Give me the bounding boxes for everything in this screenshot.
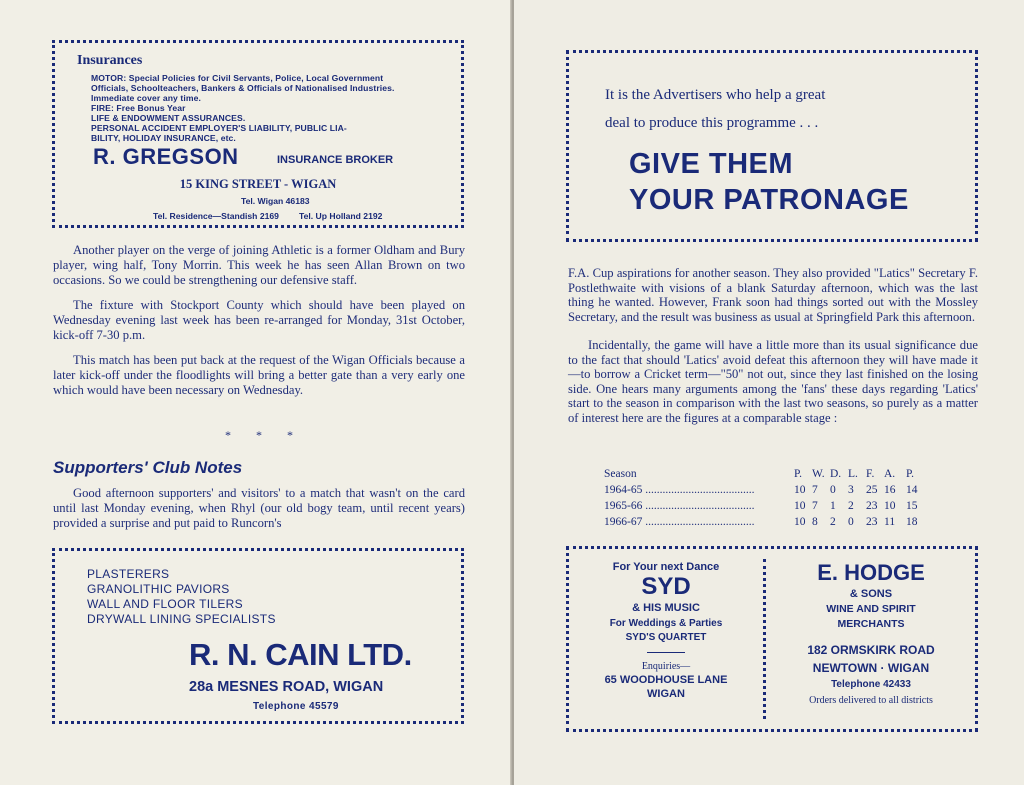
stats-season [604,514,794,530]
stats-header: L. [848,468,858,480]
stats-header: P. [794,468,802,480]
season-label: 1966-67 [604,516,643,528]
stats-cell: 11 [884,516,896,528]
dot-leader: ...................................... [645,484,755,496]
paragraph: The fixture with Stockport County which should have been played on Wednesday evening last week has been re-arranged for Monday, 31st October, kick-off 7-30 p.m. [53,298,465,342]
cain-services [87,567,276,627]
stats-cell: 7 [812,484,818,496]
right-page [514,0,1024,785]
stats-header: P. [906,468,914,480]
syd-quartet: SYD'S QUARTET [625,632,707,643]
insurance-line: Officials, Schoolteachers, Bankers & Officials of Nationalised Industries. [91,83,395,93]
season-label: 1964-65 [604,484,643,496]
insurance-line: PERSONAL ACCIDENT EMPLOYER'S LIABILITY, PUBLIC LIA- [91,123,347,133]
stats-header: Season [604,468,637,480]
stats-row [604,514,974,530]
season-stats-table [604,466,974,530]
patronage-line-2: deal to produce this programme . . . [605,115,819,131]
service-item: WALL AND FLOOR TILERS [87,597,243,611]
tel-upholland: Tel. Up Holland 2192 [299,211,383,221]
stats-cell: 0 [848,516,854,528]
insurance-line: LIFE & ENDOWMENT ASSURANCES. [91,113,246,123]
service-item: DRYWALL LINING SPECIALISTS [87,612,276,626]
stats-season [604,498,794,514]
supporters-notes [53,486,465,531]
syd-rule [647,652,685,653]
dot-leader: ...................................... [645,516,755,528]
gregson-address: 15 KING STREET - WIGAN [179,177,337,191]
syd-name: SYD [641,573,691,600]
stats-header: D. [830,468,842,480]
tel-wigan: Tel. Wigan 46183 [241,196,310,206]
stats-cell: 10 [884,500,896,512]
insurance-ad [52,40,464,228]
hodge-name: E. HODGE [817,560,925,585]
stats-cell: 10 [794,516,806,528]
service-item: GRANOLITHIC PAVIORS [87,582,230,596]
cain-address: 28a MESNES ROAD, WIGAN [189,679,384,695]
headline-give-them: GIVE THEM [629,148,794,180]
hodge-trade-1: WINE AND SPIRIT [826,603,916,615]
section-heading: Supporters' Club Notes [53,458,243,477]
insurance-line: Immediate cover any time. [91,93,201,103]
hodge-address-1: 182 ORMSKIRK ROAD [807,643,935,657]
stats-cell: 15 [906,500,918,512]
stats-cell: 1 [830,500,836,512]
stats-cell: 0 [830,484,836,496]
syd-address-1: 65 WOODHOUSE LANE [604,674,728,686]
headline-your-patronage: YOUR PATRONAGE [629,184,909,216]
tel-residence: Tel. Residence—Standish 2169 [153,211,279,221]
syd-music: & HIS MUSIC [632,602,700,614]
hodge-sons: & SONS [849,588,893,600]
cain-telephone: Telephone 45579 [253,701,339,712]
paragraph: Good afternoon supporters' and visitors' to a match that wasn't on the card until last Monday evening, when Rhyl (our old bogy team, until recent years) provided a surprise and put paid to Runcorn's [53,486,465,530]
dot-leader: ...................................... [645,500,755,512]
paragraph: Another player on the verge of joining Athletic is a former Oldham and Bury player, wing half, Tony Morrin. This week he has seen Allan Brown on two occasions. So we could be strengthening our defensive staff. [53,243,465,287]
insurance-line: MOTOR: Special Policies for Civil Servants, Police, Local Government [91,73,384,83]
hodge-delivery: Orders delivered to all districts [809,695,933,706]
patronage-ad [566,50,978,242]
cain-name: R. N. CAIN LTD. [189,637,412,672]
stats-cell: 8 [812,516,818,528]
gregson-name: R. GREGSON [93,144,239,169]
syd-enquiries: Enquiries— [641,661,691,672]
service-item: PLASTERERS [87,567,170,581]
stats-cell: 10 [794,500,806,512]
stats-row [604,482,974,498]
ad-divider [763,559,766,719]
hodge-trade-2: MERCHANTS [837,618,905,630]
stats-cell: 2 [830,516,836,528]
paragraph: Incidentally, the game will have a little more than its usual significance due to the fact that should 'Latics' avoid defeat this afternoon they will have made it—to borrow a Cricket term—"50" not out, since they last finished on the losing side. One hears many arguments among the 'fans' these days regarding 'Latics' start to the season in comparison with the last two seasons, so purely as a matter of interest here are the figures at a comparable stage : [568,338,978,425]
stats-cell: 14 [906,484,918,496]
insurance-lines [91,73,461,143]
syd-occasions: For Weddings & Parties [609,618,723,629]
right-article [568,266,978,425]
insurance-line: BILITY, HOLIDAY INSURANCE, etc. [91,133,236,143]
stats-cell: 10 [794,484,806,496]
stats-cell: 16 [884,484,896,496]
insurance-line: FIRE: Free Bonus Year [91,103,186,113]
syd-ad [569,561,763,701]
season-label: 1965-66 [604,500,643,512]
hodge-address-2: NEWTOWN · WIGAN [812,661,930,675]
stats-cell: 25 [866,484,878,496]
stats-cell: 18 [906,516,918,528]
stats-header-row [604,466,974,482]
bottom-ads [566,546,978,732]
hodge-ad [767,559,975,709]
paragraph: This match has been put back at the request of the Wigan Officials because a later kick-off under the floodlights will bring a better gate than a very early one which would have been necessary on Wednesday. [53,353,465,397]
stats-row [604,498,974,514]
patronage-line-1: It is the Advertisers who help a great [605,87,826,103]
stats-header: W. [812,468,825,480]
separator: * * * [225,428,293,442]
cain-ad [52,548,464,724]
stats-season [604,482,794,498]
stats-cell: 2 [848,500,854,512]
stats-cell: 7 [812,500,818,512]
stats-header: F. [866,468,875,480]
stats-cell: 3 [848,484,854,496]
syd-address-2: WIGAN [647,688,685,700]
paragraph: F.A. Cup aspirations for another season. They also provided "Latics" Secretary F. Postlethwaite with visions of a blank Saturday afternoon, which was the last thing he wanted. However, Frank soon had things sorted out with the Mossley Secretary, and the result was business as usual at Springfield Park this afternoon. [568,266,978,324]
insurance-broker-label: INSURANCE BROKER [277,154,394,166]
left-article [53,243,465,398]
stats-cell: 23 [866,516,878,528]
insurance-title: Insurances [77,53,143,68]
stats-header: A. [884,468,896,480]
syd-intro: For Your next Dance [612,561,720,573]
hodge-telephone: Telephone 42433 [831,679,911,690]
stats-cell: 23 [866,500,878,512]
